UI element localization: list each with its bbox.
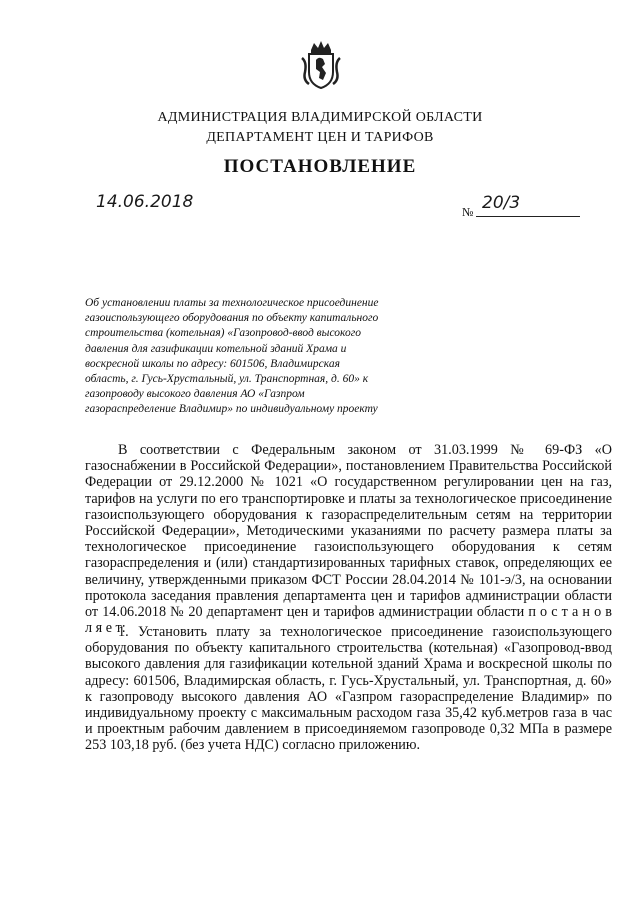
department-header-line-2: ДЕПАРТАМЕНТ ЦЕН И ТАРИФОВ — [206, 130, 434, 145]
number-label: № — [462, 205, 474, 219]
document-date: 14.06.2018 — [96, 192, 194, 212]
number-underline — [476, 216, 580, 217]
body-paragraph-2: 1. Установить плату за технологическое присоединение газоиспользующего оборудования по объекту капитального строительства (котельная) «Газопровод-ввод высокого давления для газификации котельной зданий Храма и воскресной школы по адресу: 601506, Владимирская область, г. Гусь-Хрустальный, ул. Транспортная, д. 60» к газопроводу высокого давления АО «Газпром газораспределение Владимир» по индивидуальному проекту с максимальным расходом газа 35,42 куб.метров газа в час и проектным рабочим давлением в присоединяемом газопроводе 0,32 МПа в размере 253 103,18 руб. (без учета НДС) согласно приложению. — [85, 624, 612, 754]
document-number: 20/3 — [482, 193, 521, 213]
department-header-line-1: АДМИНИСТРАЦИЯ ВЛАДИМИРСКОЙ ОБЛАСТИ — [157, 110, 483, 125]
body-paragraph-1: В соответствии с Федеральным законом от 31.03.1999 № 69-ФЗ «О газоснабжении в Российской Федерации», постановлением Правительства Российской Федерации от 29.12.2000 № 1021 «О государственном регулировании цен на газ, тарифов на услуги по его транспортировке и платы за технологическое присоединение газоиспользующего оборудования к газораспределительным сетям на территории Российской Федерации», Методическими указаниями по расчету размера платы за технологическое присоединение газоиспользующего оборудования к сетям газораспределения и (или) стандартизированных тарифных ставок, определяющих ее величину, утвержденными приказом ФСТ России 28.04.2014 № 101-э/3, на основании протокола заседания правления департамента цен и тарифов администрации области от 14.06.2018 № 20 департамент цен и тарифов администрации области п о с т а н о в л я е т: — [85, 442, 612, 637]
coat-of-arms-icon — [299, 40, 343, 90]
document-title: ПОСТАНОВЛЕНИЕ — [223, 156, 417, 177]
document-subject: Об установлении платы за технологическое присоединение газоиспользующего оборудования по объекту капитального строительства (котельная) «Газопровод-ввод высокого давления для газификации котельной зданий Храма и воскресной школы по адресу: 601506, Владимирская область, г. Гусь-Хрустальный, ул. Транспортная, д. 60» к газопроводу высокого давления АО «Газпром газораспределение Владимир» по индивидуальному проекту — [85, 297, 379, 416]
